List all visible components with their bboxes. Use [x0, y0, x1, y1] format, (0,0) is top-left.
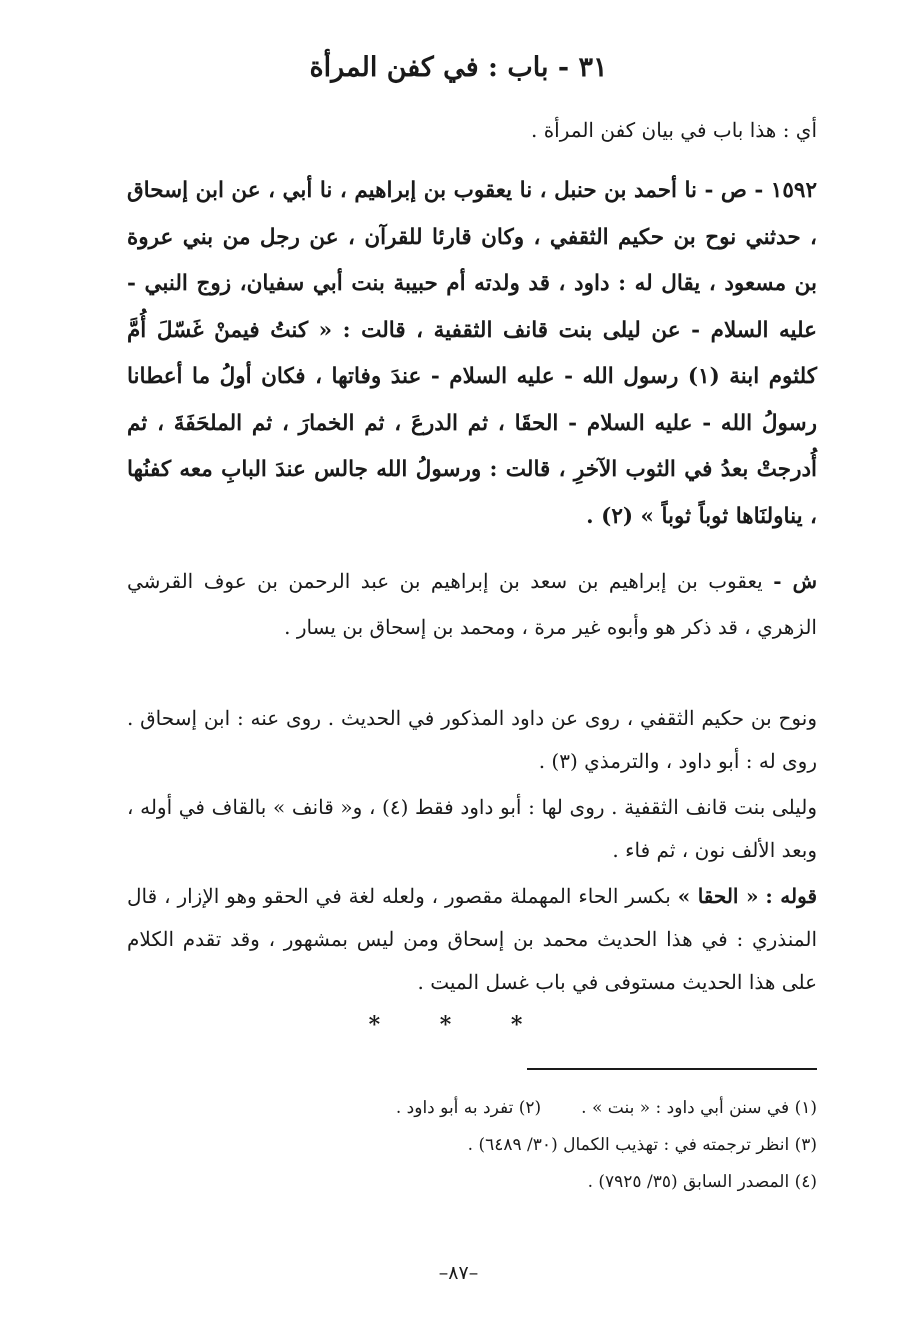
footnote-2: (٢) تفرد به أبو داود . — [395, 1098, 542, 1118]
commentary-narrator-yaqub — [127, 558, 817, 650]
page-number: –٨٧– — [438, 1262, 479, 1284]
commentary-word-explanation — [127, 875, 817, 1004]
footnote-1: (١) في سنن أبي داود : « بنت » . — [581, 1098, 817, 1118]
section-separator: * * * — [368, 1012, 549, 1038]
commentary-text: يعقوب بن إبراهيم بن سعد بن إبراهيم بن عبد الرحمن بن عوف القرشي الزهري ، قد ذكر هو وأبوه غير مرة ، ومحمد بن إسحاق بن يسار . — [127, 569, 817, 639]
footnote-3: (٣) انظر ترجمته في : تهذيب الكمال (٣٠/ ٦٤٨٩) . — [467, 1135, 817, 1155]
footnotes — [127, 1090, 817, 1201]
commentary-qawluhu: قوله : — [765, 884, 818, 908]
footnote-row — [127, 1127, 817, 1164]
chapter-title: ٣١ - باب : في كفن المرأة — [309, 52, 608, 83]
footnote-row — [127, 1090, 817, 1127]
commentary-text: بكسر الحاء المهملة مقصور ، ولعله لغة في الحقو وهو الإزار ، قال المنذري : في هذا الحديث محمد بن إسحاق ومن ليس بمشهور ، وقد تقدم الكلام على هذا الحديث مستوفى في باب غسل الميت . — [127, 884, 817, 994]
hadith-paragraph: ١٥٩٢ - ص - نا أحمد بن حنبل ، نا يعقوب بن إبراهيم ، نا أبي ، عن ابن إسحاق ، حدثني نوح بن حكيم الثقفي ، وكان قارئا للقرآن ، عن رجل من بني عروة بن مسعود ، يقال له : داود ، قد ولدته أم حبيبة بنت أبي سفيان، زوج النبي - عليه السلام - عن ليلى بنت قانف الثقفية ، قالت : « كنتُ فيمنْ غَسّلَ أُمَّ كلثوم ابنة (١) رسول الله - عليه السلام - عندَ وفاتها ، فكان أولُ ما أعطانا رسولُ الله - عليه السلام - الحقَا ، ثم الدرعَ ، ثم الخمارَ ، ثم الملحَفَةَ ، ثم أُدرجتْ بعدُ في الثوب الآخرِ ، قالت : ورسولُ الله جالس عندَ البابِ معه كفنُها ، يناولنَاها ثوباً ثوباً » (٢) . — [127, 178, 818, 529]
commentary-marker: ش - — [773, 569, 818, 593]
commentary-narrator-nuh: ونوح بن حكيم الثقفي ، روى عن داود المذكور في الحديث . روى عنه : ابن إسحاق . روى له : أبو داود ، والترمذي (٣) . — [127, 706, 817, 773]
footnote-divider — [527, 1068, 817, 1070]
footnote-4: (٤) المصدر السابق (٣٥/ ٧٩٢٥) . — [587, 1172, 817, 1192]
commentary-quoted-word: « الحقا » — [677, 884, 759, 908]
intro-paragraph: أي : هذا باب في بيان كفن المرأة . — [530, 118, 817, 142]
commentary-narrator-layla: وليلى بنت قانف الثقفية . روى لها : أبو داود فقط (٤) ، و« قانف » بالقاف في أوله ، وبعد الألف نون ، ثم فاء . — [127, 795, 817, 862]
footnote-row — [127, 1164, 817, 1201]
